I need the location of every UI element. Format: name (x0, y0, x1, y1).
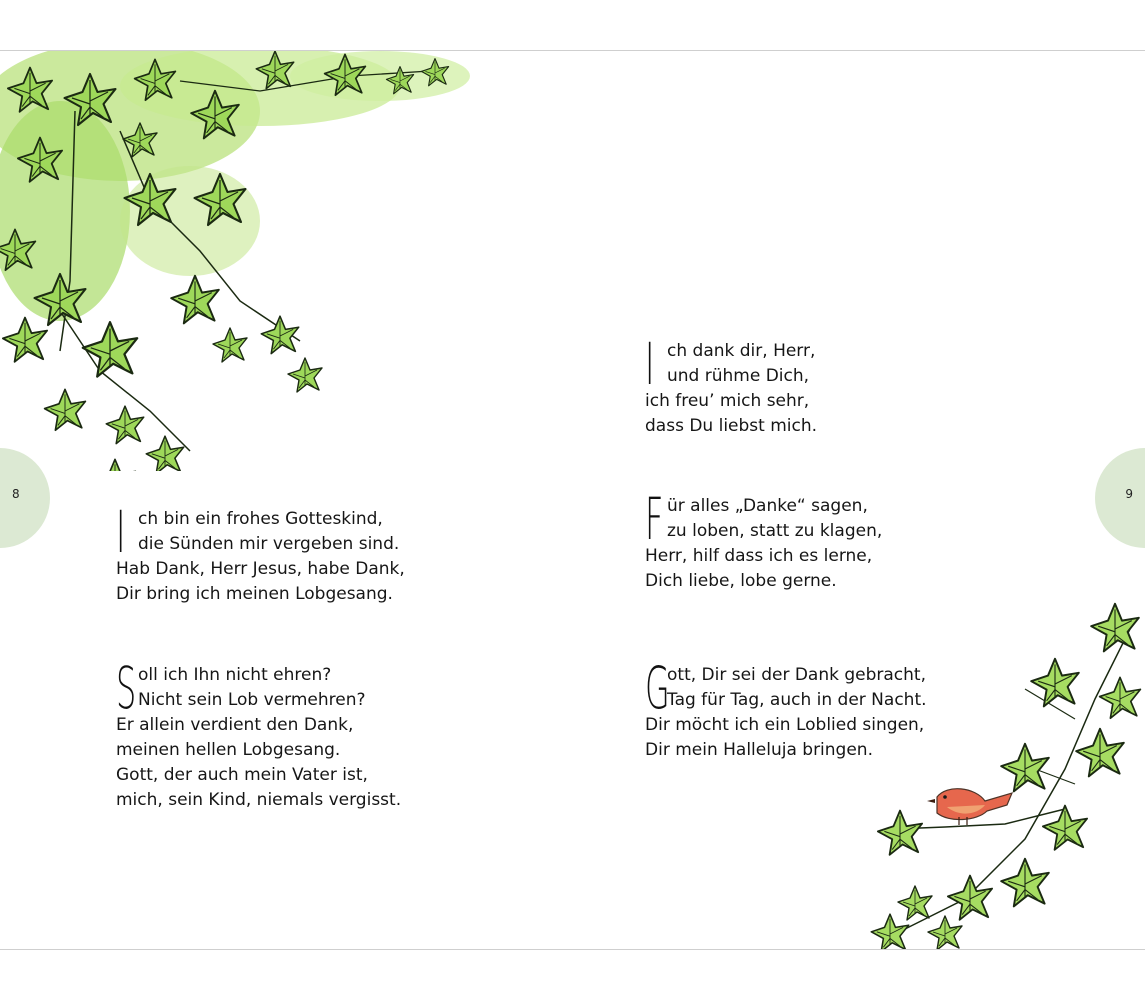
poem-line: oll ich Ihn nicht ehren? (138, 665, 332, 685)
poem-line: mich, sein Kind, niemals vergisst. (116, 790, 402, 810)
robin-bird (927, 789, 1012, 825)
dropcap: I (116, 498, 126, 566)
poem-line: meinen hellen Lobgesang. (116, 740, 341, 760)
dropcap: I (645, 330, 655, 398)
poem-line: Dir möcht ich ein Loblied singen, (645, 715, 925, 735)
poem-stanza-1 (116, 498, 405, 607)
poem-line: ch bin ein frohes Gotteskind, (138, 509, 383, 529)
poem-line: Tag für Tag, auch in der Nacht. (667, 690, 927, 710)
poem-line: ch dank dir, Herr, (667, 341, 816, 361)
poem-line: Dich liebe, lobe gerne. (645, 571, 837, 591)
dropcap: S (116, 654, 137, 722)
book-spread (0, 50, 1145, 950)
ivy-vines-illustration (0, 51, 500, 471)
poem-stanza-5 (645, 654, 927, 763)
poem-stanza-2 (116, 654, 402, 813)
poem-line: ott, Dir sei der Dank gebracht, (667, 665, 927, 685)
page-number-left: 8 (12, 487, 20, 501)
dropcap: F (645, 485, 664, 553)
poem-line: ich freu’ mich sehr, (645, 391, 810, 411)
poem-line: Dir bring ich meinen Lobgesang. (116, 584, 393, 604)
poem-line: ür alles „Danke“ sagen, (667, 496, 868, 516)
poem-stanza-3 (645, 330, 818, 439)
poem-line: dass Du liebst mich. (645, 416, 818, 436)
poem-line: Herr, hilf dass ich es lerne, (645, 546, 873, 566)
dropcap: G (645, 654, 670, 722)
poem-line: Dir mein Halleluja bringen. (645, 740, 873, 760)
poem-line: Er allein verdient den Dank, (116, 715, 354, 735)
poem-line: und rühme Dich, (667, 366, 810, 386)
poem-line: Nicht sein Lob vermehren? (138, 690, 366, 710)
poem-line: Hab Dank, Herr Jesus, habe Dank, (116, 559, 405, 579)
poem-line: Gott, der auch mein Vater ist, (116, 765, 368, 785)
poem-line: die Sünden mir vergeben sind. (138, 534, 400, 554)
page-tab-right (1095, 448, 1145, 548)
poem-stanza-4 (645, 485, 883, 594)
page-number-right: 9 (1125, 487, 1133, 501)
poem-line: zu loben, statt zu klagen, (667, 521, 883, 541)
